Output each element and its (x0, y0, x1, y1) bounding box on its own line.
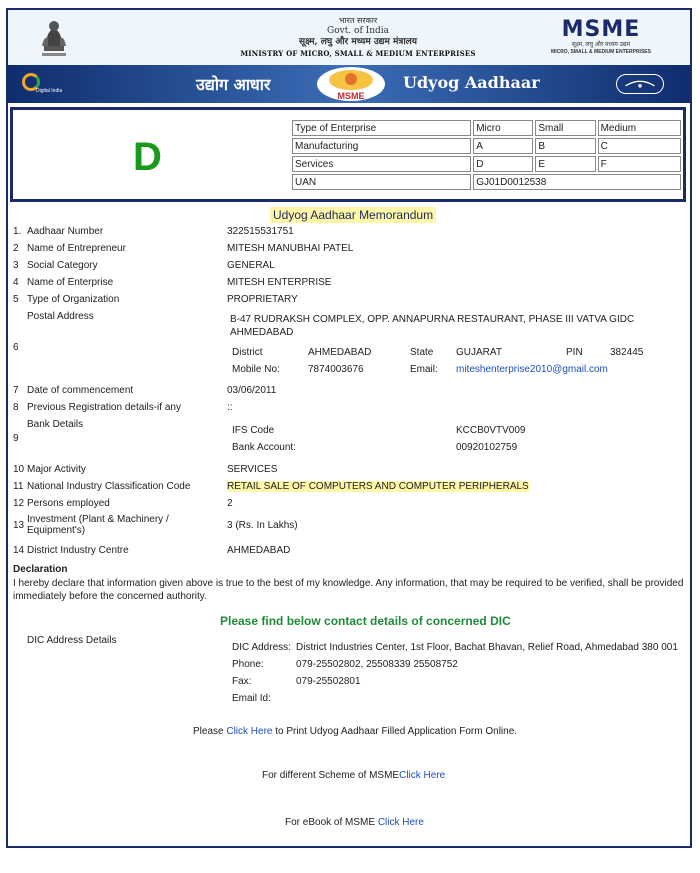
table-cell: F (598, 156, 681, 172)
digital-india-text: Digital India (36, 88, 63, 94)
nic-code-value: RETAIL SALE OF COMPUTERS AND COMPUTER PERIPHERALS (227, 481, 529, 492)
ministry-english: MINISTRY OF MICRO, SMALL & MEDIUM ENTERPRISES (240, 49, 476, 58)
mobile-value: 7874003676 (308, 364, 364, 375)
uan-label: UAN (292, 174, 471, 190)
ebook-prefix: For eBook of MSME (285, 817, 378, 828)
udyog-aadhaar-hindi: उद्योग आधार (196, 75, 271, 94)
dic-fax-value: 079-25502801 (296, 676, 361, 687)
investment-label-line-1: Investment (Plant & Machinery / (27, 514, 169, 525)
bank-account-label: Bank Account: (232, 442, 296, 453)
declaration-title: Declaration (13, 564, 68, 575)
address-line-2: AHMEDABAD (230, 327, 294, 338)
investment-label-line-2: Equipment's) (27, 525, 86, 536)
email-link[interactable]: miteshenterprise2010@gmail.com (456, 364, 608, 375)
field-number: 8 (13, 402, 19, 413)
social-category-value: GENERAL (227, 260, 275, 271)
msme-logo-english: MICRO, SMALL & MEDIUM ENTERPRISES (551, 49, 651, 55)
table-cell: C (598, 138, 681, 154)
field-number: 1. (13, 226, 22, 237)
persons-employed-value: 2 (227, 498, 233, 509)
badge-text: MSME (337, 91, 365, 101)
table-cell: Manufacturing (292, 138, 471, 154)
table-cell: Small (535, 120, 595, 136)
memorandum-title: Udyog Aadhaar Memorandum (270, 207, 436, 223)
major-activity-value: SERVICES (227, 464, 278, 475)
state-value: GUJARAT (456, 347, 502, 358)
field-number: 12 (13, 498, 25, 509)
social-category-label: Social Category (27, 260, 98, 271)
bank-account-value: 00920102759 (456, 442, 518, 453)
investment-value: 3 (Rs. In Lakhs) (227, 520, 298, 531)
field-number: 4 (13, 277, 19, 288)
commencement-date-label: Date of commencement (27, 385, 134, 396)
msme-logo-hindi: सूक्ष्म, लघु और मध्यम उद्यम (571, 42, 631, 48)
dic-address-value: District Industries Center, 1st Floor, Bachat Bhavan, Relief Road, Ahmedabad 380 001 (296, 642, 678, 653)
udyog-aadhaar-banner (8, 65, 690, 103)
ministry-title (208, 15, 508, 59)
district-industry-centre-value: AHMEDABAD (227, 545, 291, 556)
table-cell: E (535, 156, 595, 172)
email-label: Email: (410, 364, 438, 375)
entrepreneur-name-value: MITESH MANUBHAI PATEL (227, 243, 354, 254)
table-row (292, 156, 681, 172)
table-cell: Medium (598, 120, 681, 136)
previous-registration-value: :: (227, 402, 233, 413)
field-number: 14 (13, 545, 25, 556)
aadhaar-number-value: 322515531751 (227, 226, 294, 237)
enterprise-category-letter: D (133, 135, 162, 179)
district-label: District (232, 347, 263, 358)
scheme-line (262, 770, 445, 781)
dic-heading: Please find below contact details of concerned DIC (220, 614, 511, 628)
field-number: 6 (13, 342, 19, 353)
commencement-date-value: 03/06/2011 (227, 385, 277, 396)
ebook-line (285, 817, 424, 828)
district-industry-centre-label: District Industry Centre (27, 545, 129, 556)
field-number: 9 (13, 433, 19, 444)
msme-logo (531, 18, 671, 58)
bank-details-label: Bank Details (27, 419, 84, 430)
entrepreneur-name-label: Name of Entrepreneur (27, 243, 126, 254)
table-row (292, 138, 681, 154)
table-row (292, 120, 681, 136)
uan-value: GJ01D0012538 (473, 174, 681, 190)
table-cell: Type of Enterprise (292, 120, 471, 136)
partner-logo-icon (616, 74, 664, 94)
page-frame (6, 8, 692, 848)
table-cell: D (473, 156, 533, 172)
persons-employed-label: Persons employed (27, 498, 110, 509)
declaration-text: I hereby declare that information given above is true to the best of my knowledge. Any information, that may be required to be verified, shall be provided immediately before the concerned authority. (13, 578, 684, 602)
address-line-1: B-47 RUDRAKSH COMPLEX, OPP. ANNAPURNA RESTAURANT, PHASE III VATVA GIDC (230, 314, 635, 325)
govt-english: Govt. of India (327, 26, 389, 36)
aadhaar-number-label: Aadhaar Number (27, 226, 104, 237)
field-number: 10 (13, 464, 25, 475)
pin-value: 382445 (610, 347, 644, 358)
header-banner (8, 10, 690, 65)
state-label: State (410, 347, 434, 358)
dic-address-label: DIC Address: (232, 642, 291, 653)
print-prefix: Please (193, 726, 227, 737)
dic-email-label: Email Id: (232, 693, 271, 704)
print-suffix: to Print Udyog Aadhaar Filled Application Form Online. (272, 726, 518, 737)
major-activity-label: Major Activity (27, 464, 86, 475)
print-click-here-link[interactable]: Click Here (226, 726, 273, 737)
digital-india-logo (22, 73, 82, 95)
district-value: AHMEDABAD (308, 347, 372, 358)
msme-logo-text: MSME (561, 17, 641, 42)
scheme-prefix: For different Scheme of MSME (262, 770, 400, 781)
field-number: 2 (13, 243, 19, 254)
udyog-aadhaar-badge-icon (315, 66, 387, 102)
dic-fax-label: Fax: (232, 676, 252, 687)
ifs-code-label: IFS Code (232, 425, 275, 436)
field-number: 3 (13, 260, 19, 271)
postal-address-label: Postal Address (27, 311, 94, 322)
table-cell: A (473, 138, 533, 154)
enterprise-name-label: Name of Enterprise (27, 277, 114, 288)
field-number: 11 (13, 481, 24, 492)
table-cell: B (535, 138, 595, 154)
nic-code-label: National Industry Classification Code (27, 481, 191, 492)
udyog-aadhaar-english: Udyog Aadhaar (403, 73, 540, 92)
dic-section-label: DIC Address Details (27, 635, 117, 646)
scheme-click-here-link[interactable]: Click Here (399, 770, 446, 781)
national-emblem-icon (34, 16, 74, 60)
pin-label: PIN (566, 347, 583, 358)
table-cell: Micro (473, 120, 533, 136)
ebook-click-here-link[interactable]: Click Here (377, 817, 424, 828)
mobile-label: Mobile No: (232, 364, 280, 375)
field-number: 13 (13, 520, 25, 531)
ifs-code-value: KCCB0VTV009 (456, 425, 526, 436)
field-number: 5 (13, 294, 19, 305)
enterprise-name-value: MITESH ENTERPRISE (227, 277, 332, 288)
print-form-line (193, 726, 517, 737)
field-number: 7 (13, 385, 19, 396)
dic-phone-label: Phone: (232, 659, 264, 670)
table-cell: Services (292, 156, 471, 172)
govt-hindi: भारत सरकार (338, 16, 378, 25)
organization-type-value: PROPRIETARY (227, 294, 298, 305)
dic-phone-value: 079-25502802, 25508339 25508752 (296, 659, 458, 670)
organization-type-label: Type of Organization (27, 294, 120, 305)
table-row (292, 174, 681, 190)
previous-registration-label: Previous Registration details-if any (27, 402, 181, 413)
enterprise-type-table (290, 118, 683, 192)
ministry-hindi: सूक्ष्म, लघु और मध्यम उद्यम मंत्रालय (299, 37, 417, 47)
enterprise-type-box (10, 107, 686, 202)
